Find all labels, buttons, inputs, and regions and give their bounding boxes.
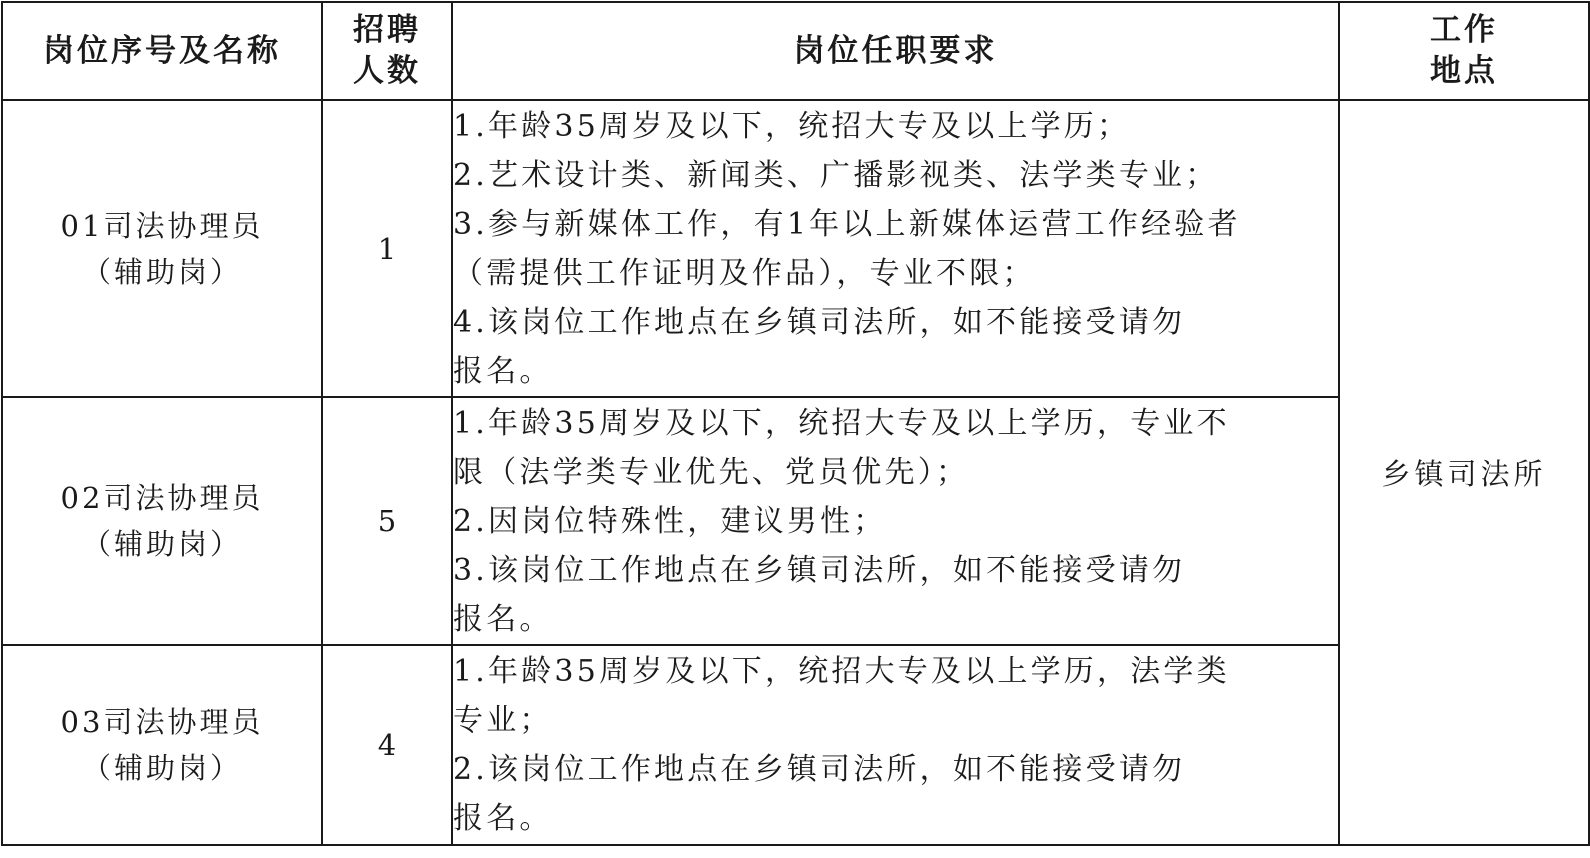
- table-row: [2, 100, 1589, 397]
- header-row: [2, 2, 1589, 100]
- requirement-line: 报名。: [453, 353, 553, 389]
- recruit-count: 4: [322, 645, 452, 845]
- header-count: [322, 2, 452, 100]
- requirement-line: 3.该岗位工作地点在乡镇司法所，如不能接受请勿: [453, 552, 1186, 588]
- position-name-line1: 03司法协理员: [60, 705, 264, 739]
- requirement-line: 1.年龄35周岁及以下，统招大专及以上学历，专业不: [453, 405, 1230, 441]
- header-location-line1: 工作: [1430, 12, 1498, 48]
- recruit-count: 1: [322, 100, 452, 397]
- requirement-line: 1.年龄35周岁及以下，统招大专及以上学历；: [453, 108, 1131, 144]
- header-count-line2: 人数: [353, 53, 421, 89]
- position-name: [2, 645, 322, 845]
- position-name: [2, 100, 322, 397]
- position-name: [2, 397, 322, 645]
- position-name-line2: （辅助岗）: [81, 254, 242, 289]
- requirement-line: 2.艺术设计类、新闻类、广播影视类、法学类专业；: [453, 157, 1219, 193]
- requirement-line: 4.该岗位工作地点在乡镇司法所，如不能接受请勿: [453, 304, 1186, 340]
- recruit-count: 5: [322, 397, 452, 645]
- requirements-cell: [452, 645, 1339, 845]
- position-name-line1: 01司法协理员: [60, 208, 264, 243]
- position-name-line1: 02司法协理员: [60, 481, 264, 515]
- position-name-line2: （辅助岗）: [81, 751, 242, 785]
- requirement-line: 限（法学类专业优先、党员优先）；: [453, 454, 970, 490]
- header-requirements: 岗位任职要求: [452, 2, 1339, 100]
- requirement-line: 2.该岗位工作地点在乡镇司法所，如不能接受请勿: [453, 752, 1186, 787]
- header-position: 岗位序号及名称: [2, 2, 322, 100]
- requirement-line: 3.参与新媒体工作，有1年以上新媒体运营工作经验者: [453, 206, 1241, 242]
- requirements-cell: [452, 100, 1339, 397]
- requirements-cell: [452, 397, 1339, 645]
- recruitment-table: [1, 1, 1590, 846]
- position-name-line2: （辅助岗）: [81, 527, 242, 561]
- requirement-line: （需提供工作证明及作品），专业不限；: [453, 255, 1036, 291]
- requirement-line: 专业；: [453, 703, 553, 738]
- header-location-line2: 地点: [1430, 53, 1498, 89]
- header-count-line1: 招聘: [353, 12, 421, 48]
- requirement-line: 2.因岗位特殊性，建议男性；: [453, 503, 887, 539]
- header-location: [1339, 2, 1589, 100]
- requirement-line: 报名。: [453, 601, 553, 637]
- requirement-line: 报名。: [453, 801, 553, 836]
- requirement-line: 1.年龄35周岁及以下，统招大专及以上学历，法学类: [453, 654, 1230, 689]
- work-location: 乡镇司法所: [1339, 100, 1589, 845]
